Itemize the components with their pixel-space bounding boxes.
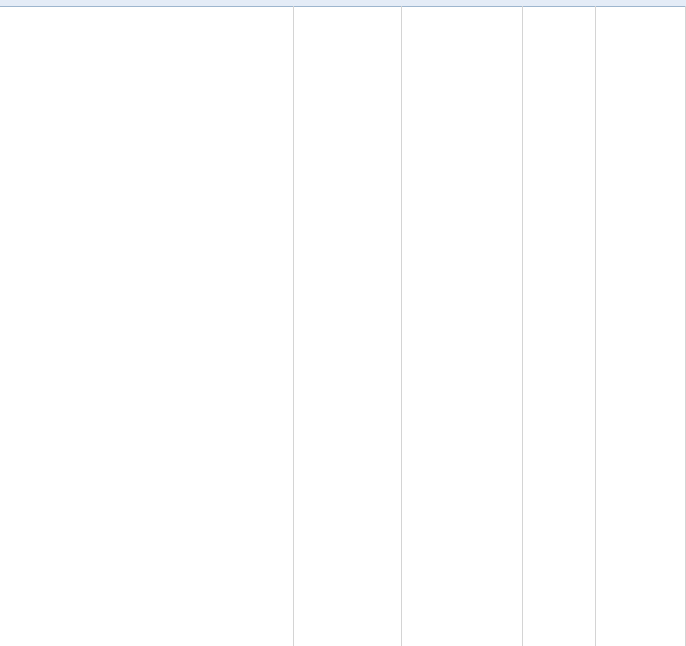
gridline-d xyxy=(595,6,596,646)
gridline-a xyxy=(293,6,294,646)
gridline-b xyxy=(401,6,402,646)
gridline-c xyxy=(522,6,523,646)
column-header-bar[interactable] xyxy=(0,0,686,7)
